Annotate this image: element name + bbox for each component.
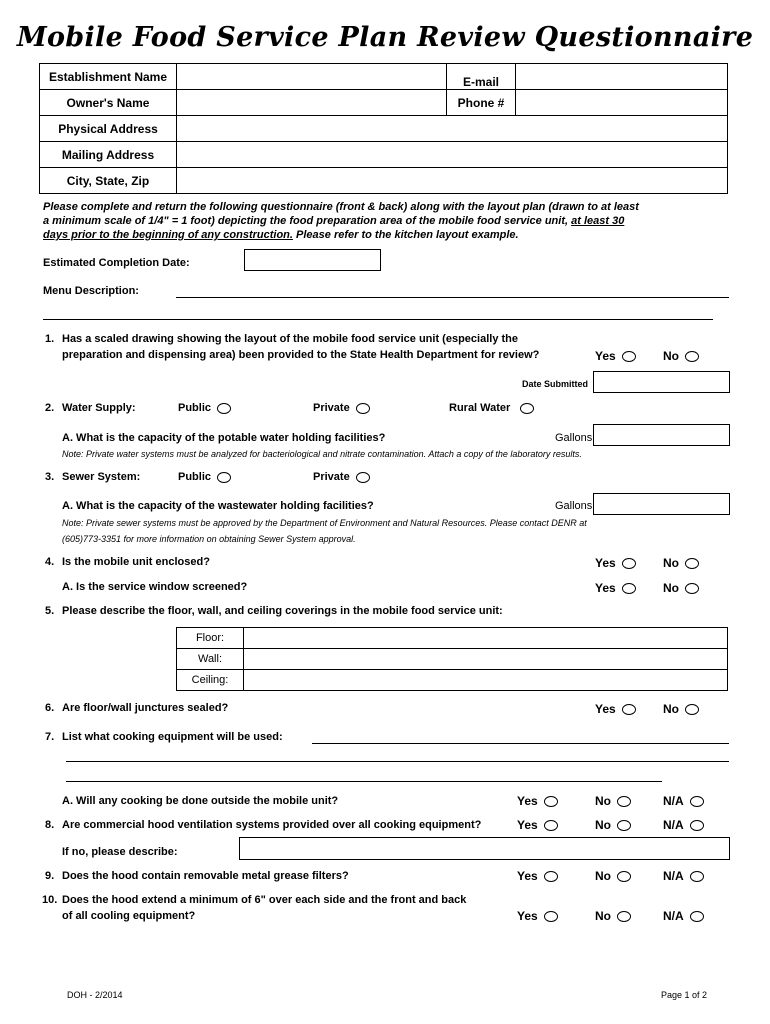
city-state-zip-label: City, State, Zip [40,168,177,194]
q8-no-label: No [595,818,611,832]
q5-number: 5. [45,605,55,617]
radio-icon[interactable] [690,871,704,882]
radio-icon[interactable] [617,820,631,831]
instructions-part2: at least 30 days prior to the beginning of any construction. [43,215,625,241]
q4-number: 4. [45,556,55,568]
q2-rural-label: Rural Water [449,402,511,414]
phone-input[interactable] [516,90,728,116]
q7-line-2[interactable] [66,761,729,762]
ceiling-label: Ceiling: [177,670,244,691]
establishment-label: Establishment Name [40,64,177,90]
q10-yes[interactable] [517,909,558,923]
q8-na[interactable] [663,818,704,832]
q8-describe-input[interactable] [239,837,730,860]
q2-public-label: Public [178,402,212,414]
q7-line-3[interactable] [66,781,662,782]
q9-no-label: No [595,869,611,883]
radio-icon[interactable] [544,911,558,922]
q10-line2: of all cooling equipment? [62,910,196,922]
q7a-na-label: N/A [663,794,684,808]
phone-label: Phone # [447,90,516,116]
q4-text: Is the mobile unit enclosed? [62,556,210,568]
q1-line1: Has a scaled drawing showing the layout of the mobile food service unit (especially the [62,333,518,345]
establishment-input[interactable] [177,64,447,90]
q3-a-text: A. What is the capacity of the wastewater holding facilities? [62,500,374,512]
q6-number: 6. [45,702,55,714]
q7a-yes-label: Yes [517,794,538,808]
radio-icon[interactable] [690,796,704,807]
wall-input[interactable] [244,649,728,670]
q2-rural[interactable] [449,402,534,414]
q6-no-label: No [663,702,679,716]
radio-icon[interactable] [685,351,699,362]
q7-line-1[interactable] [312,743,729,744]
q9-yes[interactable] [517,869,558,883]
mailing-address-label: Mailing Address [40,142,177,168]
q4a-no-label: No [663,581,679,595]
owner-label: Owner's Name [40,90,177,116]
radio-icon[interactable] [690,820,704,831]
q4a-yes[interactable] [595,581,636,595]
q4-no[interactable] [663,556,699,570]
q8-describe-label: If no, please describe: [62,846,178,858]
instructions [43,200,643,242]
q10-no-label: No [595,909,611,923]
coverings-table [176,627,728,691]
instructions-part1: Please complete and return the following questionnaire (front & back) along with the layout plan (drawn to at least a minimum scale of 1/4" = 1 foot) depicting the food preparation area of the mobile food service unit, [43,201,639,227]
radio-icon[interactable] [356,403,370,414]
q4-no-label: No [663,556,679,570]
q4a-no[interactable] [663,581,699,595]
header-fields-table [39,63,728,194]
q9-na[interactable] [663,869,704,883]
radio-icon[interactable] [217,403,231,414]
q6-yes[interactable] [595,702,636,716]
completion-label: Estimated Completion Date: [43,257,190,269]
q8-text: Are commercial hood ventilation systems provided over all cooking equipment? [62,819,482,831]
q3-public[interactable] [178,471,231,483]
q1-date-label: Date Submitted [522,379,589,389]
email-label: E-mail [447,64,516,90]
q8-na-label: N/A [663,818,684,832]
q9-no[interactable] [595,869,631,883]
q2-label: Water Supply: [62,402,136,414]
q2-public[interactable] [178,402,231,414]
q3-public-label: Public [178,471,212,483]
radio-icon[interactable] [690,911,704,922]
q1-yes-label: Yes [595,349,616,363]
q8-no[interactable] [595,818,631,832]
q1-number: 1. [45,333,55,345]
radio-icon[interactable] [217,472,231,483]
q5-text: Please describe the floor, wall, and ceiling coverings in the mobile food service unit: [62,605,503,617]
q7-a-text: A. Will any cooking be done outside the mobile unit? [62,795,339,807]
q2-note: Note: Private water systems must be analyzed for bacteriological and nitrate contamination. Attach a copy of the laboratory results. [62,449,582,459]
q2-gallons-label: Gallons [555,432,593,444]
radio-icon[interactable] [685,583,699,594]
q3-gallons-input[interactable] [593,493,730,515]
radio-icon[interactable] [622,558,636,569]
radio-icon[interactable] [544,871,558,882]
radio-icon[interactable] [617,871,631,882]
instructions-part3: Please refer to the kitchen layout example. [296,229,519,241]
q1-no[interactable] [663,349,699,363]
page-title: Mobile Food Service Plan Review Questionnaire [16,22,754,53]
ceiling-input[interactable] [244,670,728,691]
radio-icon[interactable] [622,583,636,594]
q9-na-label: N/A [663,869,684,883]
radio-icon[interactable] [356,472,370,483]
q4-yes-label: Yes [595,556,616,570]
owner-input[interactable] [177,90,447,116]
q1-yes[interactable] [595,349,636,363]
radio-icon[interactable] [685,704,699,715]
q7a-no[interactable] [595,794,631,808]
menu-line-2[interactable] [43,319,713,320]
radio-icon[interactable] [544,820,558,831]
q7-text: List what cooking equipment will be used: [62,731,283,743]
q9-text: Does the hood contain removable metal grease filters? [62,870,349,882]
q3-note2: (605)773-3351 for more information on obtaining Sewer System approval. [62,534,356,544]
city-state-zip-input[interactable] [177,168,728,194]
q3-number: 3. [45,471,55,483]
q2-gallons-input[interactable] [593,424,730,446]
menu-label: Menu Description: [43,285,139,297]
mailing-address-input[interactable] [177,142,728,168]
floor-input[interactable] [244,628,728,649]
floor-label: Floor: [177,628,244,649]
q8-yes[interactable] [517,818,558,832]
q10-line1: Does the hood extend a minimum of 6" over each side and the front and back [62,894,467,906]
radio-icon[interactable] [622,351,636,362]
q10-na-label: N/A [663,909,684,923]
radio-icon[interactable] [617,911,631,922]
q4a-yes-label: Yes [595,581,616,595]
menu-line-1[interactable] [176,297,729,298]
footer-page-number: Page 1 of 2 [661,990,708,1000]
q3-private[interactable] [313,471,370,483]
q2-number: 2. [45,402,55,414]
radio-icon[interactable] [622,704,636,715]
q4-yes[interactable] [595,556,636,570]
completion-date-input[interactable] [244,249,381,271]
q8-yes-label: Yes [517,818,538,832]
q3-label: Sewer System: [62,471,141,483]
physical-address-label: Physical Address [40,116,177,142]
q7a-yes[interactable] [517,794,558,808]
q3-private-label: Private [313,471,350,483]
q9-yes-label: Yes [517,869,538,883]
q10-no[interactable] [595,909,631,923]
q7-number: 7. [45,731,55,743]
radio-icon[interactable] [617,796,631,807]
radio-icon[interactable] [685,558,699,569]
physical-address-input[interactable] [177,116,728,142]
q2-private[interactable] [313,402,370,414]
radio-icon[interactable] [520,403,534,414]
q10-yes-label: Yes [517,909,538,923]
q9-number: 9. [45,870,55,882]
q6-no[interactable] [663,702,699,716]
q6-yes-label: Yes [595,702,616,716]
q10-number: 10. [42,894,58,906]
q1-line2: preparation and dispensing area) been provided to the State Health Department for review? [62,349,540,361]
q2-a-text: A. What is the capacity of the potable water holding facilities? [62,432,386,444]
q1-date-input[interactable] [593,371,730,393]
q3-note1: Note: Private sewer systems must be approved by the Department of Environment and Natural Resources. Please contact DENR at [62,518,587,528]
q8-number: 8. [45,819,55,831]
q7a-no-label: No [595,794,611,808]
footer-form-id: DOH - 2/2014 [67,990,123,1000]
q6-text: Are floor/wall junctures sealed? [62,702,229,714]
wall-label: Wall: [177,649,244,670]
q3-gallons-label: Gallons [555,500,593,512]
q4-a-text: A. Is the service window screened? [62,581,248,593]
q1-no-label: No [663,349,679,363]
q10-na[interactable] [663,909,704,923]
radio-icon[interactable] [544,796,558,807]
q2-private-label: Private [313,402,350,414]
q7a-na[interactable] [663,794,704,808]
email-input[interactable] [516,64,728,90]
